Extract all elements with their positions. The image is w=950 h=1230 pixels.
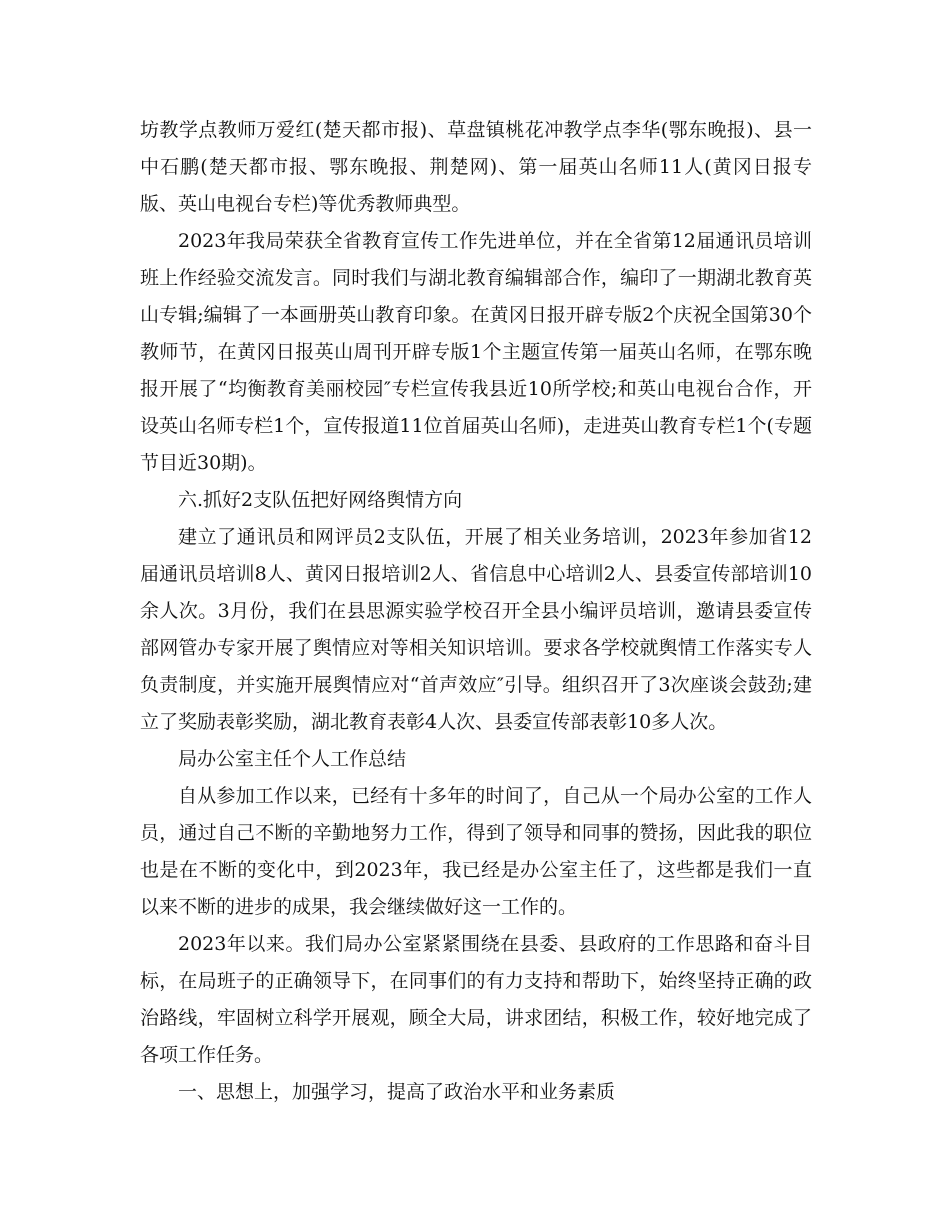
section-heading-one: 一、思想上，加强学习，提高了政治水平和业务素质 xyxy=(178,1081,616,1103)
paragraph-continued: 坊教学点教师万爱红(楚天都市报)、草盘镇桃花冲教学点李华(鄂东晚报)、县一中石鹏(楚天都市报、鄂东晚报、荆楚网)、第一届英山名师11人(黄冈日报专版、英山电视台专栏)等优秀教师典型。 xyxy=(140,119,812,215)
paragraph-publicity-2023: 2023年我局荣获全省教育宣传工作先进单位，并在全省第12届通讯员培训班上作经验交流发言。同时我们与湖北教育编辑部合作，编印了一期湖北教育英山专辑;编辑了一本画册英山教育印象。在黄冈日报开辟专版2个庆祝全国第30个教师节，在黄冈日报英山周刊开辟专版1个主题宣传第一届英山名师，在鄂东晚报开展了“均衡教育美丽校园″专栏宣传我县近10所学校;和英山电视台合作，开设英山名师专栏1个，宣传报道11位首届英山名师)，走进英山教育专栏1个(专题节目近30期)。 xyxy=(140,230,812,474)
section-heading-six: 六.抓好2支队伍把好网络舆情方向 xyxy=(178,489,463,511)
document-body xyxy=(140,112,812,1111)
paragraph-team-training: 建立了通讯员和网评员2支队伍，开展了相关业务培训，2023年参加省12届通讯员培训8人、黄冈日报培训2人、省信息中心培训2人、县委宣传部培训10余人次。3月份，我们在县思源实验学校召开全县小编评员培训，邀请县委宣传部网管办专家开展了舆情应对等相关知识培训。要求各学校就舆情工作落实专人负责制度，并实施开展舆情应对“首声效应″引导。组织召开了3次座谈会鼓劲;建立了奖励表彰奖励，湖北教育表彰4人次、县委宣传部表彰10多人次。 xyxy=(140,526,812,733)
paragraph-since-2023: 2023年以来。我们局办公室紧紧围绕在县委、县政府的工作思路和奋斗目标，在局班子的正确领导下，在同事们的有力支持和帮助下，始终坚持正确的政治路线，牢固树立科学开展观，顾全大局，讲求团结，积极工作，较好地完成了各项工作任务。 xyxy=(140,933,812,1066)
document-title: 局办公室主任个人工作总结 xyxy=(178,748,407,770)
paragraph-intro: 自从参加工作以来，已经有十多年的时间了，自己从一个局办公室的工作人员，通过自己不断的辛勤地努力工作，得到了领导和同事的赞扬，因此我的职位也是在不断的变化中，到2023年，我已经是办公室主任了，这些都是我们一直以来不断的进步的成果，我会继续做好这一工作的。 xyxy=(140,785,812,918)
